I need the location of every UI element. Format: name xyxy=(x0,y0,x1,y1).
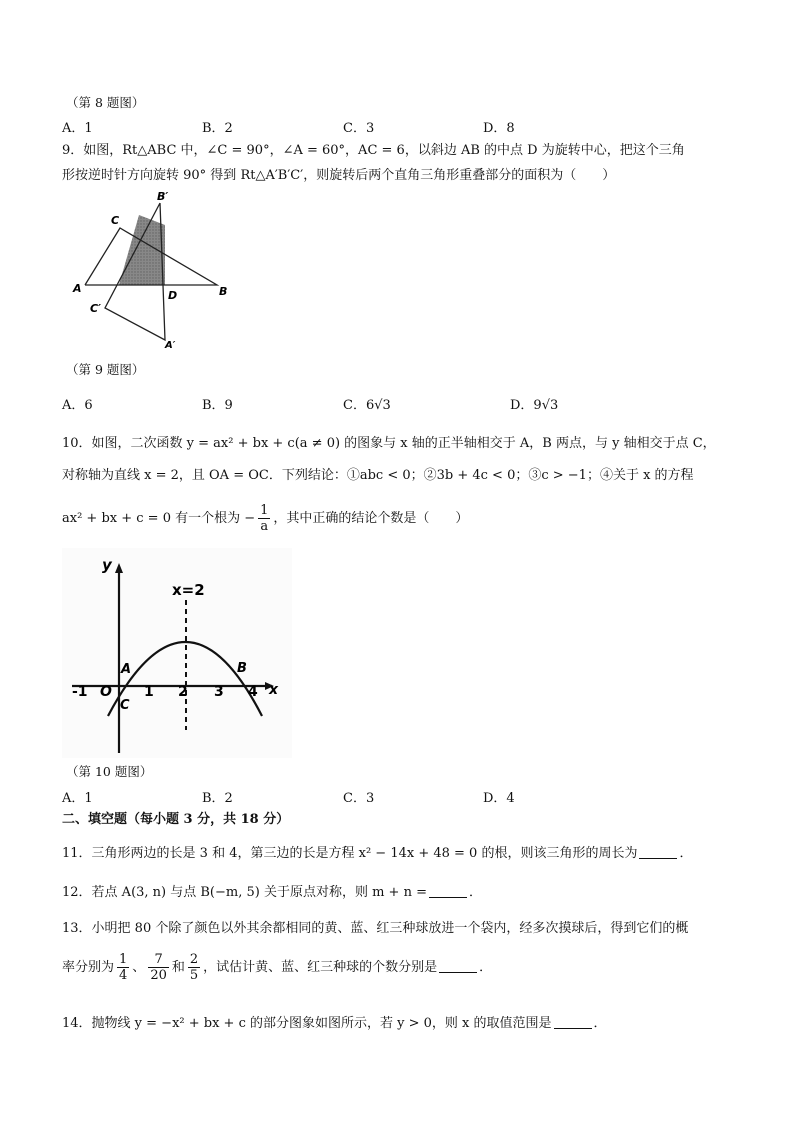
q14-line xyxy=(62,1015,607,1033)
q9-figure xyxy=(62,190,242,350)
q10-fraction-den: a xyxy=(260,519,269,534)
q8-option-c: C．3 xyxy=(343,121,375,136)
q10-option-d: D．4 xyxy=(483,791,515,806)
q10-options xyxy=(62,787,582,805)
q9-option-a: A．6 xyxy=(62,398,93,413)
q10-text-line3-pre: ax² + bx + c = 0 有一个根为 − xyxy=(62,511,256,526)
q14-answer-blank xyxy=(554,1016,592,1029)
q11-text: 11．三角形两边的长是 3 和 4，第三边的长是方程 x² − 14x + 48 = 0 的根，则该三角形的周长为 xyxy=(62,846,638,861)
q9-text-line2: 形按逆时针方向旋转 90° 得到 Rt△A′B′C′，则旋转后两个直角三角形重叠部分的面积为（ ） xyxy=(62,168,616,183)
q10-tick-3: 3 xyxy=(214,684,224,700)
q14-text: 14．抛物线 y = −x² + bx + c 的部分图象如图所示，若 y > 0，则 x 的取值范围是 xyxy=(62,1016,552,1031)
q10-fraction xyxy=(258,503,270,534)
q9-option-c: C．6√3 xyxy=(343,398,391,413)
q9-label-c-prime: C′ xyxy=(90,302,101,315)
q12-end: ． xyxy=(468,885,482,900)
q11-answer-blank xyxy=(639,846,677,859)
q10-text-line1: 10．如图，二次函数 y = ax² + bx + c(a ≠ 0) 的图象与 x 轴的正半轴相交于 A，B 两点，与 y 轴相交于点 C， xyxy=(62,436,716,451)
q10-text-line2: 对称轴为直线 x = 2，且 OA = OC．下列结论：①abc < 0；②3b + 4c < 0；③c > −1；④关于 x 的方程 xyxy=(62,468,694,483)
q14-end: ． xyxy=(593,1016,607,1031)
q10-graph xyxy=(62,548,292,758)
q13-f3-den: 5 xyxy=(189,968,199,983)
q10-label-axis-eq: x=2 xyxy=(172,581,205,599)
section2-title: 二、填空题（每小题 3 分，共 18 分） xyxy=(62,812,290,827)
q9-text-line1: 9．如图，Rt△ABC 中，∠C = 90°，∠A = 60°，AC = 6，以斜边 AB 的中点 D 为旋转中心，把这个三角 xyxy=(62,143,685,158)
q11-line xyxy=(62,845,692,863)
q10-label-a: A xyxy=(121,662,132,677)
q13-f3-num: 2 xyxy=(189,952,199,967)
q10-caption: （第 10 题图） xyxy=(66,764,153,779)
q10-text-line3 xyxy=(62,503,468,534)
q10-tick-1: 1 xyxy=(144,684,154,700)
q8-caption: （第 8 题图） xyxy=(66,95,145,110)
q9-label-b: B xyxy=(219,285,228,298)
q10-tick-neg1: -1 xyxy=(72,684,88,700)
q13-sep2: 和 xyxy=(171,960,185,975)
q10-label-c: C xyxy=(120,698,130,713)
q12-line xyxy=(62,884,482,902)
q12-answer-blank xyxy=(429,885,467,898)
q10-label-y: y xyxy=(102,556,112,574)
q9-label-a-prime: A′ xyxy=(165,340,176,350)
q9-options xyxy=(62,394,582,412)
q13-line2 xyxy=(62,952,492,984)
q9-label-b-prime: B′ xyxy=(157,190,169,203)
q13-sep1: 、 xyxy=(132,960,146,975)
q10-option-a: A．1 xyxy=(62,791,93,806)
q9-option-d: D．9√3 xyxy=(510,398,559,413)
q13-fraction-3 xyxy=(188,952,200,983)
q13-answer-blank xyxy=(439,960,477,973)
q9-label-c: C xyxy=(111,214,120,227)
q9-label-d: D xyxy=(168,289,178,302)
q8-option-b: B．2 xyxy=(202,121,233,136)
q10-label-x: x xyxy=(269,682,279,698)
q10-text-line3-post: ，其中正确的结论个数是（ ） xyxy=(273,511,469,526)
q13-end: ． xyxy=(479,960,493,975)
q13-f1-den: 4 xyxy=(119,968,128,983)
q10-label-b: B xyxy=(237,661,247,676)
q10-option-b: B．2 xyxy=(202,791,233,806)
q13-fraction-1 xyxy=(117,952,129,983)
q13-post: ，试估计黄、蓝、红三种球的个数分别是 xyxy=(203,960,438,975)
q13-text-line1: 13．小明把 80 个除了颜色以外其余都相同的黄、蓝、红三种球放进一个袋内，经多次摸球后，得到它们的概 xyxy=(62,921,689,936)
q10-tick-2: 2 xyxy=(178,684,188,700)
q9-option-b: B．9 xyxy=(202,398,233,413)
q10-fraction-num: 1 xyxy=(260,503,269,518)
q10-option-c: C．3 xyxy=(343,791,375,806)
q10-tick-4: 4 xyxy=(248,684,258,700)
q9-caption: （第 9 题图） xyxy=(66,362,145,377)
q12-text: 12．若点 A(3, n) 与点 B(−m, 5) 关于原点对称，则 m + n = xyxy=(62,885,427,900)
q11-end: ． xyxy=(679,846,693,861)
q13-f2-num: 7 xyxy=(148,952,169,968)
q13-f2-den: 20 xyxy=(150,968,167,983)
q8-option-d: D．8 xyxy=(483,121,515,136)
q13-f1-num: 1 xyxy=(119,952,128,967)
q13-pre: 率分别为 xyxy=(62,960,115,975)
q10-label-o: O xyxy=(100,684,112,700)
q8-option-a: A．1 xyxy=(62,121,93,136)
q9-label-a: A xyxy=(73,282,82,295)
q13-fraction-2 xyxy=(148,952,169,983)
q8-options xyxy=(62,117,582,135)
